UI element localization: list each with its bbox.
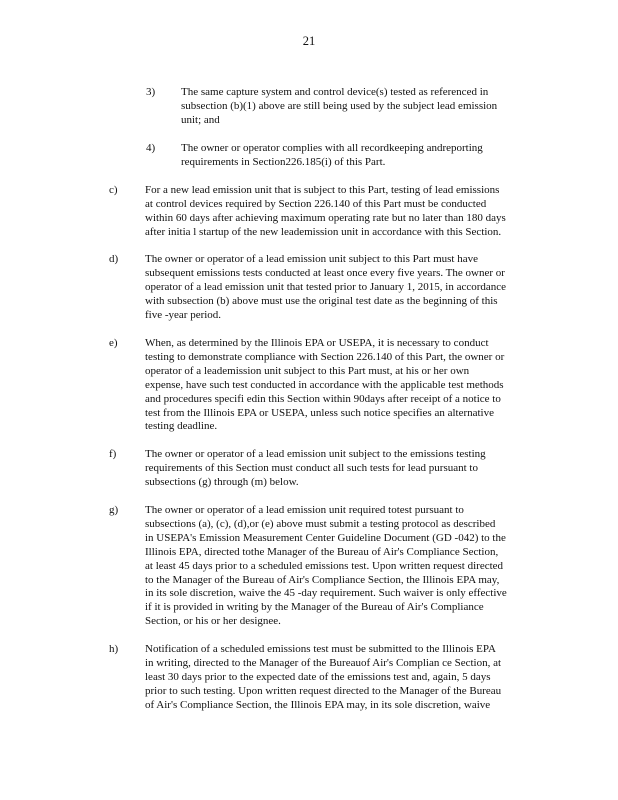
item-text (181, 86, 526, 128)
text-line: Illinois EPA, directed tothe Manager of the Bureau of Air's Compliance Section, (145, 545, 499, 558)
item-text (181, 142, 526, 170)
text-line: within 60 days after achieving maximum operating rate but no later than 180 days (145, 211, 506, 224)
item-label: h) (109, 643, 119, 655)
text-line: The same capture system and control device(s) tested as referenced in (181, 86, 489, 98)
text-line: When, as determined by the Illinois EPA or USEPA, it is necessary to conduct (145, 337, 489, 349)
text-line: The owner or operator of a lead emission unit subject to the emissions testing (145, 448, 486, 460)
text-line: testing deadline. (145, 420, 218, 433)
text-line: The owner or operator complies with all recordkeeping andreporting (181, 142, 483, 154)
item-label: 3) (146, 86, 156, 98)
text-line: of Air's Compliance Section, the Illinois EPA may, in its sole discretion, waive (145, 698, 491, 711)
text-line: subsequent emissions tests conducted at least once every five years. The owner or (145, 266, 505, 279)
item-text (145, 337, 539, 434)
text-line: and procedures specifi edin this Section within 90days after receipt of a notice to (145, 392, 501, 405)
item-text (145, 184, 539, 240)
text-line: expense, have such test conducted in accordance with the applicable test methods (145, 378, 504, 391)
text-line: least 30 days prior to the expected date of the emissions test and, again, 5 days (145, 670, 491, 683)
text-line: unit; and (181, 113, 220, 126)
text-line: requirements in Section226.185(i) of this Part. (181, 155, 386, 168)
item-text (145, 253, 539, 323)
text-line: testing to demonstrate compliance with Section 226.140 of this Part, the owner or (145, 350, 505, 363)
text-line: The owner or operator of a lead emission unit required totest pursuant to (145, 504, 464, 516)
text-line: operator of a lead emission unit that tested prior to January 1, 2015, in accordance (145, 280, 507, 293)
text-line: operator of a leademission unit subject to this Part must, at his or her own (145, 364, 470, 377)
text-line: For a new lead emission unit that is subject to this Part, testing of lead emissions (145, 184, 500, 196)
text-line: subsections (g) through (m) below. (145, 475, 299, 488)
page-number: 21 (302, 34, 316, 48)
text-line: after initia l startup of the new leademission unit in accordance with this Section. (145, 225, 502, 238)
text-line: Section, or his or her designee. (145, 615, 281, 628)
text-line: prior to such testing. Upon written request directed to the Manager of the Bureau (145, 684, 502, 697)
text-line: at control devices required by Section 226.140 of this Part must be conducted (145, 197, 487, 210)
text-line: five -year period. (145, 308, 222, 321)
item-label: g) (109, 504, 119, 516)
item-label: 4) (146, 142, 156, 154)
text-line: with subsection (b) above must use the original test date as the beginning of this (145, 294, 498, 307)
text-line: in USEPA's Emission Measurement Center Guideline Document (GD -042) to the (145, 531, 506, 544)
text-line: requirements of this Section must conduct all such tests for lead pursuant to (145, 461, 478, 474)
text-line: test from the Illinois EPA or USEPA, unless such notice specifies an alternative (145, 406, 494, 419)
text-line: subsection (b)(1) above are still being used by the subject lead emission (181, 99, 498, 112)
item-text (145, 448, 539, 490)
text-line: if it is provided in writing by the Manager of the Bureau of Air's Compliance (145, 601, 484, 614)
item-label: f) (109, 448, 117, 460)
text-line: to the Manager of the Bureau of Air's Compliance Section, the Illinois EPA may, (145, 573, 500, 586)
item-label: e) (109, 337, 118, 349)
text-line: at least 45 days prior to a scheduled emissions test. Upon written request directed (145, 559, 504, 572)
text-line: The owner or operator of a lead emission unit subject to this Part must have (145, 253, 478, 265)
text-line: in writing, directed to the Manager of the Bureauof Air's Complian ce Section, at (145, 656, 502, 669)
item-text (145, 643, 539, 713)
text-line: subsections (a), (c), (d),or (e) above must submit a testing protocol as described (145, 517, 496, 530)
text-line: Notification of a scheduled emissions test must be submitted to the Illinois EPA (145, 643, 496, 655)
item-text (145, 504, 539, 629)
item-label: c) (109, 184, 118, 196)
item-label: d) (109, 253, 119, 265)
text-line: in its sole discretion, waive the 45 -day requirement. Such waiver is only effective (145, 587, 507, 600)
